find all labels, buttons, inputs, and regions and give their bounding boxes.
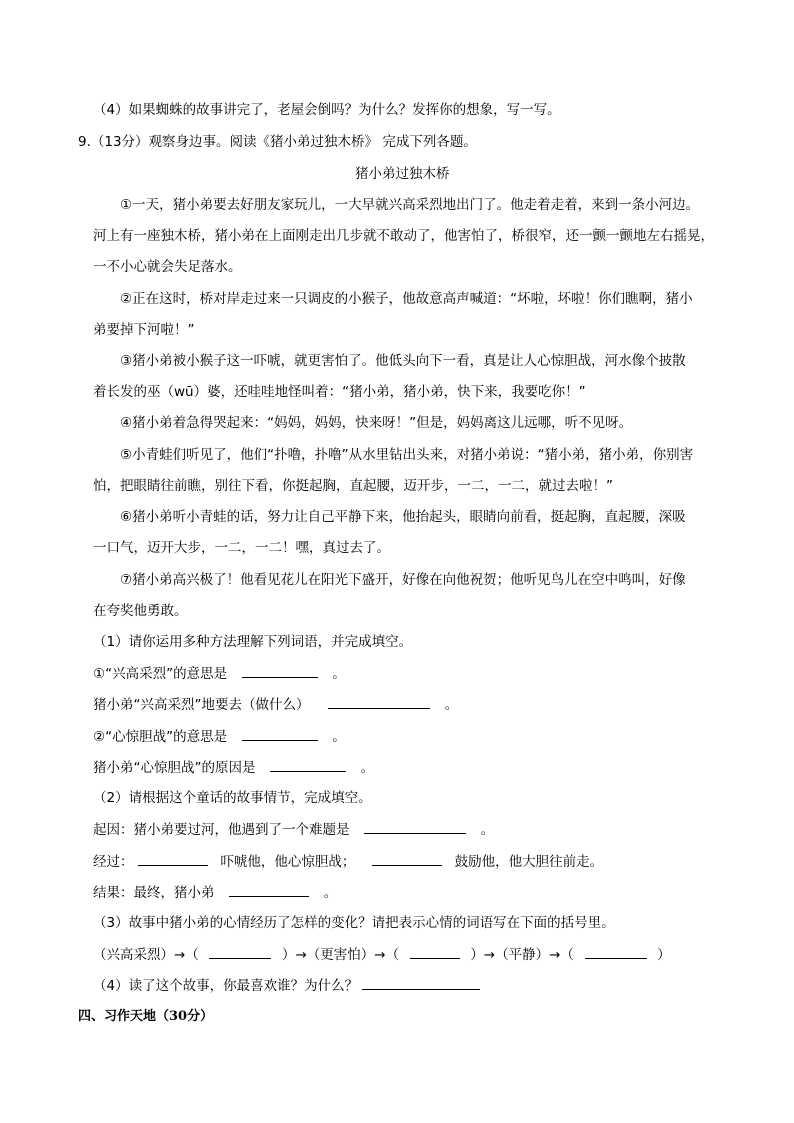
sub2-cause-text: 起因：猪小弟要过河，他遇到了一个难题是: [93, 822, 350, 838]
story-line-1: ①一天，猪小弟要去好朋友家玩儿，一大早就兴高采烈地出门了。他走着走着，来到一条小河边。: [120, 197, 700, 213]
sub2-result: [93, 883, 337, 902]
sub1-a: [93, 664, 346, 683]
sub1-d-text: 猪小弟“心惊胆战”的原因是: [93, 760, 256, 776]
q8-sub4: （4）如果蜘蛛的故事讲完了，老屋会倒吗？为什么？发挥你的想象，写一写。: [93, 102, 561, 118]
sub3-close3: ）: [657, 947, 671, 963]
sub1-b: [93, 695, 458, 714]
story-line-5: 弟要掉下河啦！”: [93, 322, 195, 338]
sub2-process: [93, 852, 603, 871]
sub3-prompt: （3）故事中猪小弟的心情经历了怎样的变化？请把表示心情的词语写在下面的括号里。: [93, 915, 615, 931]
story-line-10: 怕，把眼睛往前瞧，别往下看，你挺起胸，直起腰，迈开步，一二，一二，就过去啦！”: [93, 478, 613, 494]
answer-blank[interactable]: [585, 945, 647, 959]
sub3-close1: ）→（更害怕）→（: [282, 947, 400, 963]
answer-blank[interactable]: [362, 976, 480, 990]
sub1-a-text: ①“兴高采烈”的意思是: [93, 666, 228, 682]
story-line-14: 在夸奖他勇敢。: [93, 603, 188, 619]
answer-blank[interactable]: [229, 883, 309, 897]
sub1-prompt: （1）请你运用多种方法理解下列词语，并完成填空。: [93, 634, 413, 650]
sub4: [93, 976, 480, 995]
sub4-prompt: （4）读了这个故事，你最喜欢谁？为什么？: [93, 978, 359, 994]
sub3-close2: ）→（平静）→（: [470, 947, 574, 963]
story-line-7: 着长发的巫（wū）婆，还哇哇地怪叫着：“猪小弟，猪小弟，快下来，我要吃你！”: [93, 384, 586, 400]
story-line-13: ⑦猪小弟高兴极了！他看见花儿在阳光下盛开，好像在向他祝贺；他听见鸟儿在空中鸣叫，好像: [120, 572, 686, 588]
sub1-c-text: ②“心惊胆战”的意思是: [93, 729, 228, 745]
answer-blank[interactable]: [209, 945, 271, 959]
period: 。: [360, 760, 375, 776]
story-line-11: ⑥猪小弟听小青蛙的话，努力让自己平静下来，他抬起头，眼睛向前看，挺起胸，直起腰，深吸: [120, 509, 686, 525]
period: 。: [480, 822, 495, 838]
story-line-6: ③猪小弟被小猴子这一吓唬，就更害怕了。他低头向下一看，真是让人心惊胆战，河水像个披散: [120, 353, 686, 369]
story-title: 猪小弟过独木桥: [355, 166, 450, 182]
sub3-open1: （兴高采烈）→（: [93, 947, 199, 963]
sub2-process-b: 吓唬他，他心惊胆战；: [220, 854, 356, 870]
sub1-d: [93, 758, 374, 777]
story-line-3: 一不小心就会失足落水。: [93, 259, 242, 275]
sub2-result-text: 结果：最终，猪小弟: [93, 885, 215, 901]
sub2-process-c: 鼓励他，他大胆往前走。: [454, 854, 604, 870]
sub1-b-text: 猪小弟“兴高采烈”地要去（做什么）: [93, 697, 310, 713]
period: 。: [332, 666, 346, 682]
sub1-c: [93, 727, 346, 746]
sub2-process-a: 经过：: [93, 854, 134, 870]
answer-blank[interactable]: [364, 820, 466, 834]
answer-blank[interactable]: [372, 852, 442, 866]
q9-header: 9.（13分）观察身边事。阅读《猪小弟过独木桥》 完成下列各题。: [78, 134, 477, 150]
section-heading: 四、习作天地（30分）: [78, 1009, 214, 1024]
story-line-9: ⑤小青蛙们听见了，他们“扑噜，扑噜”从水里钻出头来，对猪小弟说：“猪小弟，猪小弟，你别害: [120, 447, 694, 463]
sub2-cause: [93, 820, 494, 839]
answer-blank[interactable]: [242, 664, 318, 678]
answer-blank[interactable]: [138, 852, 208, 866]
story-line-2: 河上有一座独木桥，猪小弟在上面刚走出几步就不敢动了，他害怕了，桥很窄，还一颤一颤地左右摇晃，: [93, 228, 714, 244]
story-line-12: 一口气，迈开大步，一二，一二！嘿，真过去了。: [93, 540, 390, 556]
answer-blank[interactable]: [328, 695, 430, 709]
period: 。: [444, 697, 459, 713]
period: 。: [323, 885, 338, 901]
period: 。: [332, 729, 346, 745]
answer-blank[interactable]: [410, 945, 460, 959]
story-line-4: ②正在这时，桥对岸走过来一只调皮的小猴子，他故意高声喊道：“坏啦，坏啦！你们瞧啊，猪小: [120, 291, 693, 307]
answer-blank[interactable]: [270, 758, 346, 772]
story-line-8: ④猪小弟着急得哭起来：“妈妈，妈妈，快来呀！”但是，妈妈离这儿远哪，听不见呀。: [120, 415, 633, 431]
answer-blank[interactable]: [242, 727, 318, 741]
sub3-chain: [93, 945, 671, 964]
sub2-prompt: （2）请根据这个童话的故事情节，完成填空。: [93, 790, 372, 806]
